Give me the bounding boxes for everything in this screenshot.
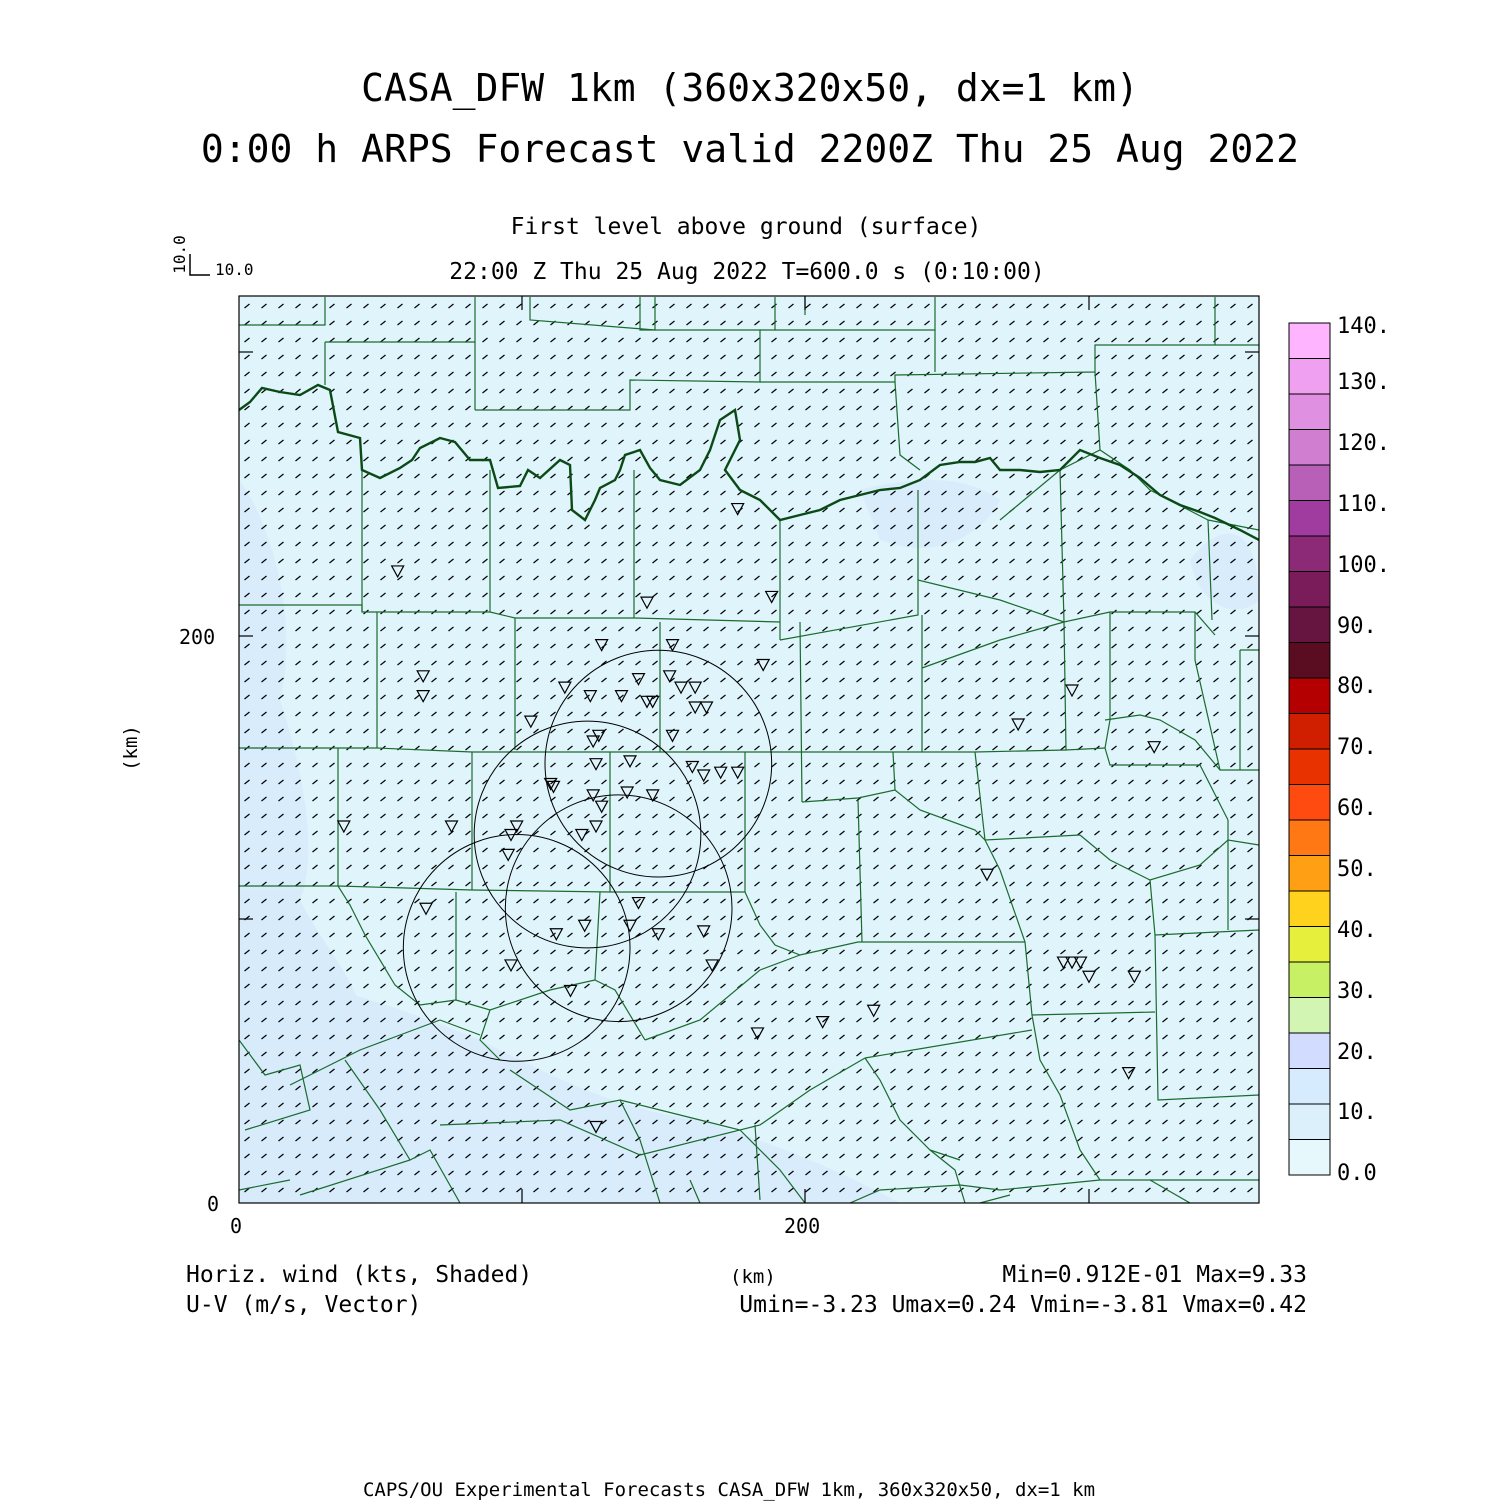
vector-key-vertical-label: 10.0 (169, 235, 189, 274)
title-line-1: CASA_DFW 1km (360x320x50, dx=1 km) (361, 66, 1139, 110)
colorbar-swatch (1289, 1140, 1330, 1176)
colorbar-swatch (1289, 643, 1330, 679)
colorbar-swatch (1289, 1069, 1330, 1105)
colorbar-label: 0.0 (1337, 1161, 1377, 1186)
credit-footer: CAPS/OU Experimental Forecasts CASA_DFW 1km, 360x320x50, dx=1 km (362, 1479, 1096, 1501)
colorbar-label: 110. (1337, 492, 1390, 517)
colorbar-swatch (1289, 501, 1330, 537)
colorbar-swatch (1289, 678, 1330, 714)
colorbar-swatch (1289, 536, 1330, 572)
colorbar-label: 100. (1337, 553, 1390, 578)
colorbar-swatch (1289, 856, 1330, 892)
colorbar-swatch (1289, 607, 1330, 643)
colorbar-swatch (1289, 430, 1330, 466)
colorbar-swatch (1289, 1033, 1330, 1069)
colorbar-label: 70. (1337, 735, 1377, 760)
colorbar-label: 60. (1337, 796, 1377, 821)
colorbar-label: 20. (1337, 1040, 1377, 1065)
min-max-readout: Min=0.912E-01 Max=9.33 (1002, 1262, 1307, 1288)
colorbar-label: 10. (1337, 1100, 1377, 1125)
colorbar-label: 80. (1337, 674, 1377, 699)
title-line-2: 0:00 h ARPS Forecast valid 2200Z Thu 25 Aug 2022 (200, 127, 1300, 171)
level-subtitle: First level above ground (surface) (510, 214, 982, 240)
colorbar-swatch (1289, 1104, 1330, 1140)
y-tick-0: 0 (207, 1192, 220, 1216)
colorbar-swatch (1289, 891, 1330, 927)
colorbar-label: 130. (1337, 370, 1390, 395)
colorbar-swatch (1289, 749, 1330, 785)
colorbar-label: 30. (1337, 979, 1377, 1004)
colorbar-swatch (1289, 359, 1330, 395)
colorbar-swatch (1289, 962, 1330, 998)
colorbar-label: 40. (1337, 918, 1377, 943)
shaded-field-label: Horiz. wind (kts, Shaded) (186, 1262, 533, 1288)
colorbar-swatch (1289, 714, 1330, 750)
colorbar-swatch (1289, 785, 1330, 821)
vector-key-horizontal-label: 10.0 (215, 260, 254, 279)
colorbar-label: 90. (1337, 614, 1377, 639)
vector-key-glyph (190, 254, 210, 275)
uv-range-readout: Umin=-3.23 Umax=0.24 Vmin=-3.81 Vmax=0.42 (739, 1292, 1307, 1318)
colorbar-swatch (1289, 323, 1330, 359)
x-axis-label: (km) (730, 1266, 776, 1288)
y-tick-200: 200 (179, 625, 216, 649)
x-tick-200: 200 (784, 1214, 821, 1238)
colorbar-swatch (1289, 465, 1330, 501)
colorbar-swatch (1289, 927, 1330, 963)
colorbar-label: 120. (1337, 431, 1390, 456)
colorbar-label: 50. (1337, 857, 1377, 882)
colorbar (1289, 323, 1330, 1175)
colorbar-swatch (1289, 998, 1330, 1034)
colorbar-swatch (1289, 572, 1330, 608)
y-axis-label: (km) (119, 725, 142, 771)
colorbar-label: 140. (1337, 314, 1390, 339)
time-subtitle: 22:00 Z Thu 25 Aug 2022 T=600.0 s (0:10:00) (449, 259, 1045, 285)
x-tick-0: 0 (230, 1214, 243, 1238)
colorbar-swatch (1289, 394, 1330, 430)
colorbar-swatch (1289, 820, 1330, 856)
vector-field-label: U-V (m/s, Vector) (186, 1292, 422, 1318)
